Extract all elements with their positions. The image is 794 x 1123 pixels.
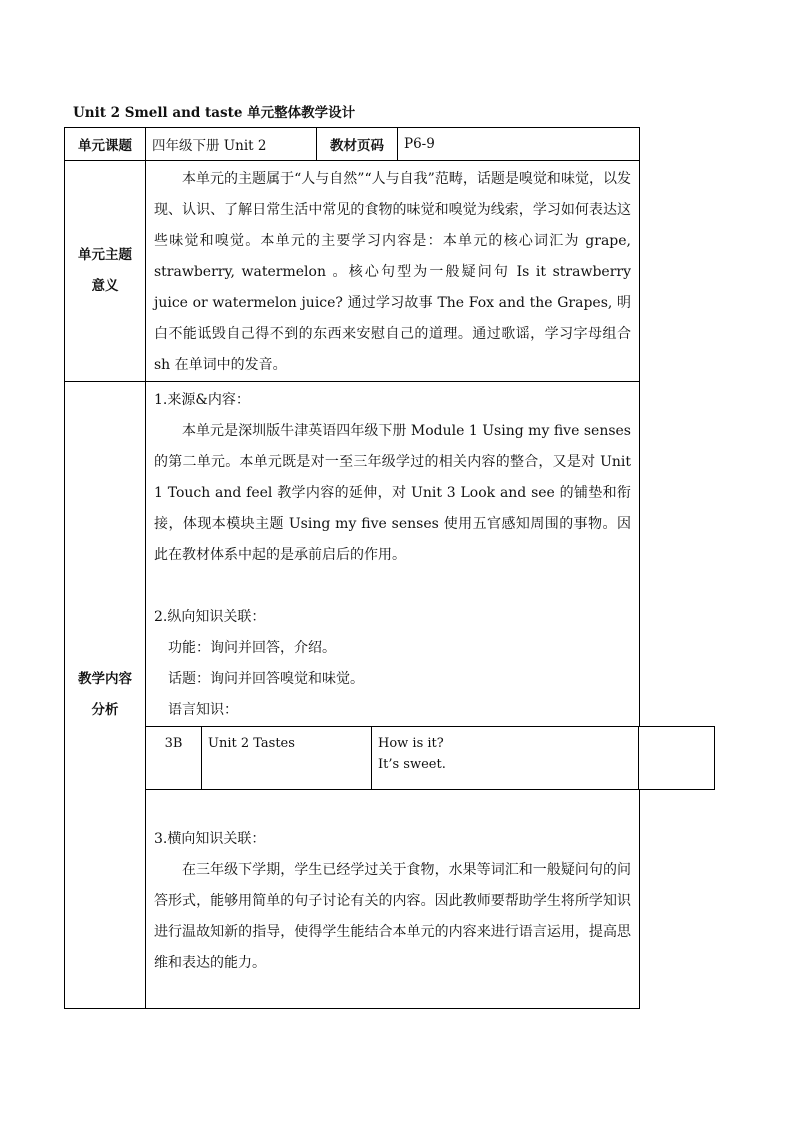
sentence-line-1: How is it? (378, 736, 444, 751)
label-unit-topic: 单元课题 (65, 128, 146, 161)
label-textbook-pages: 教材页码 (317, 128, 398, 161)
textbook-pages-value: P6-9 (398, 128, 640, 161)
header-row (65, 128, 640, 161)
section-2-language: 语言知识： (168, 702, 238, 718)
extra-cell (639, 727, 715, 790)
label-content-analysis (65, 382, 146, 1009)
sentence-cell (372, 727, 639, 790)
meaning-row (65, 161, 640, 382)
label-unit-meaning (65, 161, 146, 382)
grade-cell: 3B (146, 727, 202, 790)
unit-topic-value: 四年级下册 Unit 2 (146, 128, 317, 161)
label-content-analysis-line1: 教学内容 (78, 671, 132, 687)
page-title: Unit 2 Smell and taste 单元整体教学设计 (73, 105, 356, 121)
analysis-row (65, 382, 640, 1009)
label-content-analysis-line2: 分析 (91, 702, 119, 718)
section-1-heading: 1.来源&内容： (154, 392, 250, 408)
section-1-text: 本单元是深圳版牛津英语四年级下册 Module 1 Using my five senses 的第二单元。本单元既是对一至三年级学过的相关内容的整合，又是对 Unit 1 Touch and feel 教学内容的延伸，对 Unit 3 Look and see 的铺垫和衔接，体现本模块主题 Using my five senses 使用五官感知周围的事物。因此在教材体系中起的是承前启后的作用。 (154, 423, 631, 563)
sentence-line-2: It’s sweet. (378, 757, 446, 772)
meaning-paragraph: 本单元的主题属于“人与自然”“人与自我”范畴，话题是嗅觉和味觉，以发现、认识、了解日常生活中常见的食物的味觉和嗅觉为线索，学习如何表达这些味觉和嗅觉。本单元的主要学习内容是：本单元的核心词汇为 grape, strawberry, watermelon 。核心句型为一般疑问句 Is it strawberry juice or watermelon juice? 通过学习故事 The Fox and the Grapes, 明白不能诋毁自己得不到的东西来安慰自己的道理。通过歌谣，学习字母组合 sh 在单词中的发音。 (154, 171, 631, 373)
unit-design-table (64, 127, 640, 1009)
label-unit-meaning-line1: 单元主题 (78, 247, 132, 263)
meaning-content (146, 161, 640, 382)
table-row (146, 727, 715, 790)
section-2-topic: 话题：询问并回答嗅觉和味觉。 (168, 671, 364, 687)
section-2-function: 功能：询问并回答，介绍。 (168, 640, 336, 656)
section-3-heading: 3.横向知识关联： (154, 831, 266, 847)
language-knowledge-table (145, 726, 715, 790)
section-2-heading: 2.纵向知识关联： (154, 609, 266, 625)
analysis-content (146, 382, 640, 1009)
section-3-text: 在三年级下学期，学生已经学过关于食物，水果等词汇和一般疑问句的问答形式，能够用简单的句子讨论有关的内容。因此教师要帮助学生将所学知识进行温故知新的指导，使得学生能结合本单元的内容来进行语言运用，提高思维和表达的能力。 (154, 862, 631, 971)
unit-cell: Unit 2 Tastes (202, 727, 372, 790)
label-unit-meaning-line2: 意义 (91, 278, 119, 294)
